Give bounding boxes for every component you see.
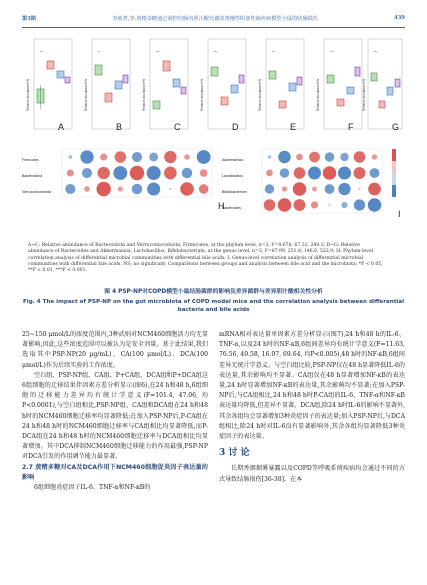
heatmap-cell	[184, 154, 190, 160]
panel-b-boxes	[95, 50, 128, 102]
heatmap-h	[62, 149, 212, 197]
heatmap-cell	[293, 182, 306, 195]
right-column	[219, 330, 405, 485]
panel-label-b: B	[116, 122, 123, 132]
paragraph: mRNA相对表达量单因素方差分析显示(图7),24 h和48 h的IL-6、TNF-α,以及24 h时的NF-κB,6组间差异均有统计学意义(F=11.63, 76.56, 49.58, 16.97, 69.64, 均P<0.005),48 h时的NF-κB,6组间差异无统计学意义。与空白组比较,PSP-NP仅在48 h显著降低IL-6的表达量,其余影响均不显著。CA组仅在48 h显著增加NF-κB的表达量,24 h时显著增加NF-κB的表达量,其余影响均不显著;在加入PSP-NP后,与CA组相比,24 h和48 h时P-CA组的IL-6、TNF-α和NF-κB表达量均降低,但差异不显著。DCA组,除24 h时IL-6的影响不显著外,其余各组均会显著增加3种炎症因子的表达量;加入PSP-NP后,与DCA组相比,除24 h时对IL-6没有显著影响外,其余各组均显著降低3种炎症因子的表达量。	[219, 331, 405, 441]
heatmap-cell	[278, 151, 290, 163]
heatmap-cell	[132, 184, 142, 194]
heatmap-cell	[338, 166, 351, 179]
panel-f-boxes	[327, 50, 360, 106]
paragraph: 6组细胞炎症因子IL-6、TNF-α和NF-κB的	[34, 484, 151, 492]
heatmap-cell	[100, 153, 107, 160]
heatmap-cell	[264, 199, 276, 211]
heatmap-cell	[130, 166, 144, 180]
heatmap-cell	[370, 168, 380, 178]
panel-label-d: D	[232, 122, 239, 132]
heatmap-cell	[323, 166, 336, 179]
page-number: 439	[394, 15, 405, 21]
heatmap-cell	[278, 198, 291, 211]
heatmap-cell	[354, 167, 366, 179]
heatmap-cell	[149, 153, 158, 162]
heat-row-label: Akkermansia	[222, 158, 243, 162]
heatmap-cell	[182, 168, 192, 178]
heatmap-cell	[311, 201, 318, 208]
heatmap-cell	[164, 151, 176, 163]
svg-text:***: ***	[156, 50, 160, 54]
panel-label-e: E	[290, 122, 297, 132]
panel-label-h: H	[218, 201, 225, 211]
caption-line: **P < 0.01, ***P < 0.001.	[28, 268, 87, 274]
svg-text:**: **	[98, 50, 101, 54]
heat-row-label: Lactobacillus	[222, 174, 243, 178]
heatmap-cell	[308, 167, 321, 180]
heatmap-cell	[169, 188, 171, 190]
panel-a-boxes	[37, 50, 70, 109]
panel-label-f: F	[348, 122, 354, 132]
caption-line: communities with differential bile acids. NS: no significant; Comparisons between groups and analysis between bile acid and the microbiota: *P < 0.05,	[28, 261, 383, 267]
heatmap-cell	[147, 166, 161, 180]
heatmap-cell	[341, 202, 347, 208]
paragraph: 长期香烟烟雾暴露以及COPD等呼吸系统疾病均会通过不同的方式导致结肠损伤[36-38]。在本	[219, 465, 405, 483]
figure-title-cn: 图 4 PSP-NP对COPD模型小鼠结肠菌群的影响及差异菌群与差异胆汁酸相关性分析	[104, 289, 323, 295]
panel-label-a: A	[58, 122, 65, 132]
section-heading-2-7: 2.7 黄精多糖对CA及DCA作用下NCM460细胞促炎因子表达量的影响	[22, 463, 208, 481]
heatmap-cell	[113, 166, 127, 180]
panel-d-boxes	[211, 50, 244, 105]
heatmap-cell	[265, 184, 274, 193]
heatmap-cell	[84, 186, 90, 192]
heatmap-cell	[294, 167, 306, 179]
heatmap-cell	[358, 188, 360, 190]
panel-g-boxes	[371, 50, 400, 108]
running-header	[22, 15, 405, 25]
heatmap-cell	[354, 199, 365, 210]
heatmap-cell	[268, 155, 271, 158]
y-axis-label-g: Relative abundance/%	[362, 79, 366, 111]
heatmap-cell	[180, 182, 194, 196]
heatmap-cell	[197, 150, 211, 164]
heatmap-cell	[118, 186, 123, 191]
heatmap-cell	[199, 184, 209, 194]
y-axis-label-c: Relative abundance/%	[142, 79, 146, 111]
caption-line: abundance of Bacteroides and Akkermansia, Lactobacillus, Bifidobacterium, at the genus level, n=3, F=87.99, 251.8, 146.6, 522.9; H: Phylum-level	[28, 249, 374, 255]
heatmap-i	[262, 149, 382, 213]
heatmap-cell	[296, 154, 303, 161]
heatmap-cell	[338, 183, 350, 195]
y-axis-label-a: Relative abundance/%	[26, 79, 30, 111]
heat-row-label: Bacteroides	[222, 206, 241, 210]
heatmap-cell	[282, 186, 287, 191]
heatmap-i-row-labels	[222, 152, 247, 216]
caption-line: correlation analysis of differential microbial communities with differential bile acids; I: Genus-level correlation analysis of differential microbial	[28, 255, 364, 261]
heatmap-cell	[67, 169, 74, 176]
svg-text:***: ***	[374, 50, 378, 54]
heatmap-h-row-labels	[22, 152, 51, 200]
left-column	[22, 330, 208, 493]
issue-number: 第3期	[22, 16, 36, 22]
heatmap-cell	[294, 199, 306, 211]
figure-title-en-line2: bacteria and bile acids	[177, 307, 250, 313]
heatmap-cell	[65, 184, 75, 194]
heatmap-cell	[325, 152, 334, 161]
heatmap-cell	[147, 182, 160, 195]
panel-label-g: G	[392, 122, 400, 132]
figure-title-en-line1: Fig. 4 The impact of PSP-NP on the gut microbiota of COPD model mice and the correlation analysis between differential	[22, 299, 405, 305]
heatmap-cell	[164, 167, 177, 180]
svg-text:***: ***	[272, 50, 276, 54]
heatmap-cell	[340, 153, 348, 161]
heatmap-cell	[312, 187, 317, 192]
heat-row-label: Bifidobacterium	[222, 190, 247, 194]
panel-label-c: C	[174, 122, 181, 132]
header-rule	[22, 27, 405, 28]
heatmap-cell	[368, 198, 381, 211]
y-axis-label-e: Relative abundance/%	[258, 79, 262, 111]
svg-text:***: ***	[214, 50, 218, 54]
figure-4	[22, 31, 405, 226]
heat-row-label: Firmicutes	[22, 158, 39, 162]
y-axis-label-f: Relative abundance/%	[316, 79, 320, 111]
heatmap-cell	[328, 204, 330, 206]
heatmap-cell	[132, 152, 142, 162]
heatmap-cell	[325, 184, 335, 194]
figure-caption	[28, 243, 400, 274]
panel-label-i: I	[398, 209, 401, 219]
panel-c-boxes	[153, 50, 186, 109]
heatmap-cell	[200, 169, 208, 177]
heatmap-cell	[80, 150, 93, 163]
figure-title-en	[22, 298, 405, 314]
article-running-title: 李菀菁,等.黄精多糖通过调控结肠内胆汁酸代谢改善慢性阻塞性肺疾病模型小鼠的结肠损伤	[112, 16, 318, 22]
heatmap-cell	[354, 151, 366, 163]
heatmap-cell	[82, 168, 92, 178]
heatmap-colorbar	[392, 149, 396, 197]
heatmap-cell	[266, 170, 273, 177]
panel-e-boxes	[269, 50, 302, 108]
section-heading-discussion: 3 讨 论	[219, 448, 250, 459]
y-axis-label-b: Relative abundance/%	[84, 79, 88, 111]
paragraph: 空白组、PSP-NP组、CA组、P+CA组、DCA组和P+DCA组这6组细胞的迁移结果伴因素方差分析显示(图6),在24 h和48 h,6组细胞的迁移能力差异均有统计学意义(F=101.4, 47.06, 均P<0.0001),与空白组相比,PSP-NP组、CA组和DCA组在24 h和48 h时的NCM460细胞迁移率均显著降低;在加入PSP-NP后,P-CA组在24 h和48 h时的NCM460细胞迁移率与CA组相比均显著降低,而P-DCA组在24 h和48 h时的NCM460细胞迁移率与DCA组相比均显著增加。其中DCA抑制NCM460细胞迁移能力的作用最强,PSP-NP对DCA引发的作用调节能力最显著。	[22, 371, 208, 461]
heatmap-cell	[96, 182, 110, 196]
y-axis-label-d: Relative abundance/%	[200, 79, 204, 111]
heatmap-cell	[97, 167, 109, 179]
svg-text:***: ***	[40, 50, 44, 54]
heatmap-cell	[368, 183, 381, 196]
heatmap-cell	[280, 168, 289, 177]
heatmap-cell	[115, 151, 126, 162]
heat-row-label: Bacteroidota	[22, 174, 43, 178]
heat-row-label: Verrucomicrobiota	[22, 190, 51, 194]
heatmap-cell	[372, 154, 377, 159]
heatmap-cell	[68, 155, 72, 159]
svg-text:***: ***	[330, 50, 334, 54]
heatmap-cell	[309, 152, 320, 163]
caption-line: A~C: Relative abundance of Bacteroidota and Verrucomicrobiota, Firmicutes, at the phylum level, n=3, F=8.678, 67.32, 249.3; D~G: Relative	[28, 243, 360, 248]
paragraph: 25~150 μmol/L的浓度范围内,3种武则对NCM460细胞活力均无显著影响,因此,这些浓度范围可以被认为是安全剂量。基于此结果,我们选取其中PSP-NP(20 μg/mL)、CA(100 μmol/L)、DCA(100 μmol/L)作为后续实验的工作浓度。	[22, 331, 208, 369]
